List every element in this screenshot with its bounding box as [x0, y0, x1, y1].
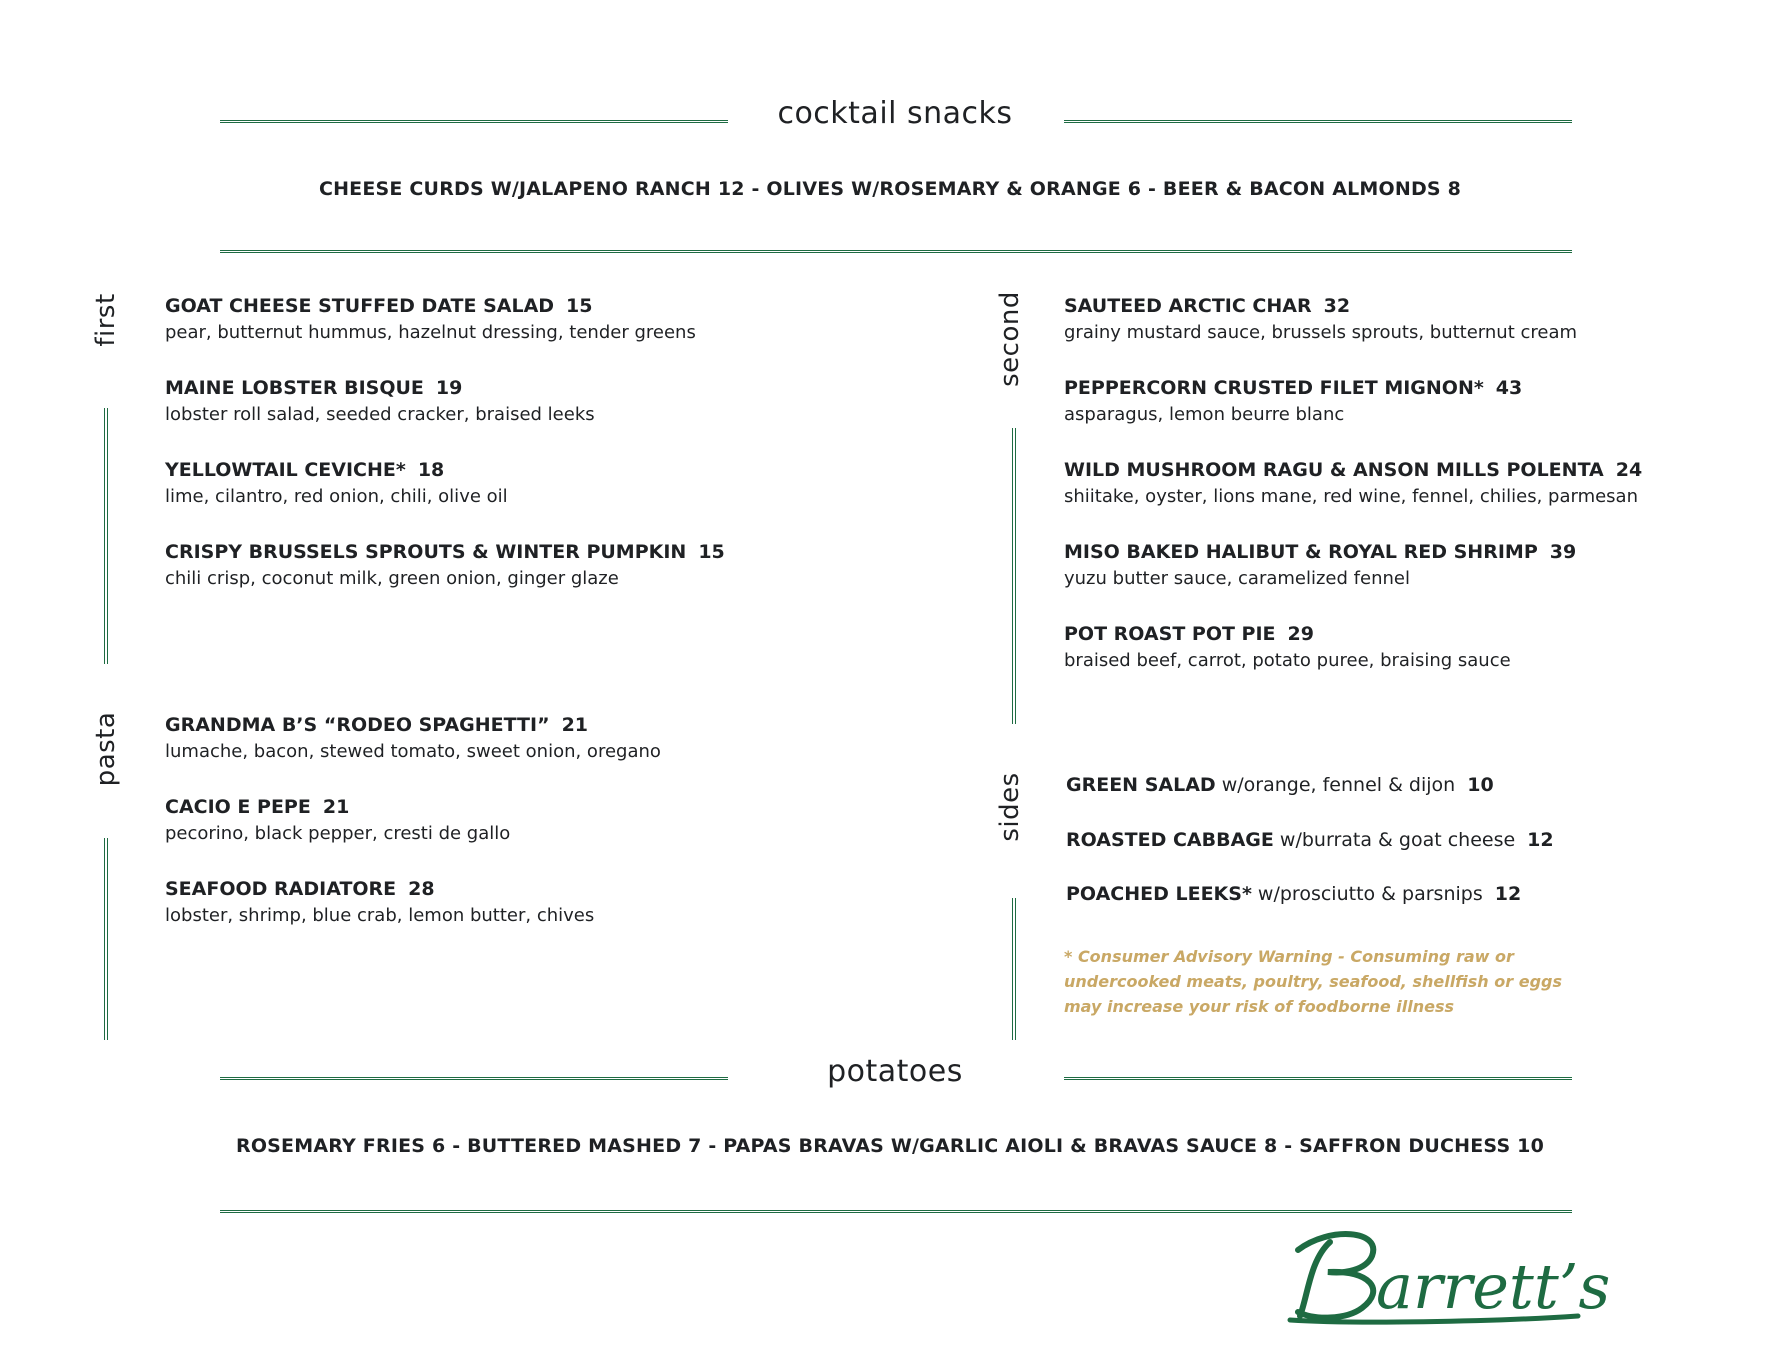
second-menu-item	[1064, 539, 1576, 593]
potatoes-rule-bottom	[220, 1210, 1572, 1213]
item-price: 28	[408, 878, 435, 900]
item-description: pear, butternut hummus, hazelnut dressing, tender greens	[165, 322, 696, 343]
side-item	[1066, 883, 1521, 905]
cocktail-rule-bottom	[220, 250, 1572, 253]
item-title-line	[1064, 457, 1642, 483]
item-title: POT ROAST POT PIE	[1064, 623, 1276, 645]
second-menu-item	[1064, 293, 1577, 347]
pasta-menu-item	[165, 876, 594, 930]
item-description: lumache, bacon, stewed tomato, sweet onion, oregano	[165, 741, 661, 762]
item-title-line	[165, 712, 661, 738]
item-title-line	[165, 539, 725, 565]
side-detail: w/prosciutto & parsnips	[1251, 883, 1483, 905]
side-price: 12	[1527, 829, 1554, 851]
item-title: GRANDMA B’S “RODEO SPAGHETTI”	[165, 714, 550, 736]
item-title-line	[165, 876, 594, 902]
item-title-line	[165, 293, 696, 319]
potatoes-rule-left	[220, 1077, 728, 1080]
side-detail: w/orange, fennel & dijon	[1215, 774, 1456, 796]
barretts-logo	[1290, 1220, 1611, 1334]
item-description: chili crisp, coconut milk, green onion, ginger glaze	[165, 568, 619, 589]
item-title: CRISPY BRUSSELS SPROUTS & WINTER PUMPKIN	[165, 541, 687, 563]
item-description: shiitake, oyster, lions mane, red wine, fennel, chilies, parmesan	[1064, 486, 1638, 507]
pasta-menu-item	[165, 712, 661, 766]
item-price: 39	[1549, 541, 1577, 563]
potatoes-rule-right	[1064, 1077, 1572, 1080]
item-title-line	[1064, 375, 1522, 401]
item-price: 43	[1495, 377, 1523, 399]
item-title: SAUTEED ARCTIC CHAR	[1064, 295, 1312, 317]
barretts-logo-mark	[1290, 1220, 1611, 1330]
item-title: SEAFOOD RADIATORE	[165, 878, 397, 900]
pasta-menu-item	[165, 794, 510, 848]
item-price: 15	[566, 295, 593, 317]
first-vrule	[104, 408, 108, 664]
item-title-line	[165, 375, 595, 401]
second-label: second	[995, 291, 1025, 387]
item-price: 21	[322, 796, 350, 818]
item-title: MAINE LOBSTER BISQUE	[165, 377, 424, 399]
pasta-vrule	[104, 838, 108, 1040]
consumer-advisory: * Consumer Advisory Warning - Consuming raw or undercooked meats, poultry, seafood, shellfish or eggs may increase your risk of foodborne illness	[1064, 947, 1562, 1016]
side-detail: w/burrata & goat cheese	[1273, 829, 1516, 851]
side-item	[1066, 829, 1554, 851]
item-price: 15	[698, 541, 725, 563]
item-description: pecorino, black pepper, cresti de gallo	[165, 823, 511, 844]
first-menu-item	[165, 375, 595, 429]
potatoes-line: ROSEMARY FRIES 6 - BUTTERED MASHED 7 - PAPAS BRAVAS W/GARLIC AIOLI & BRAVAS SAUCE 8 - SAFFRON DUCHESS 10	[235, 1135, 1545, 1157]
item-title: YELLOWTAIL CEVICHE*	[165, 459, 406, 481]
item-description: yuzu butter sauce, caramelized fennel	[1064, 568, 1410, 589]
sides-label: sides	[995, 772, 1025, 842]
second-vrule	[1012, 428, 1016, 724]
second-menu-item	[1064, 375, 1522, 429]
side-name: GREEN SALAD	[1066, 774, 1216, 796]
cocktail-rule-right	[1064, 120, 1572, 123]
side-price: 12	[1494, 883, 1522, 905]
item-title: PEPPERCORN CRUSTED FILET MIGNON*	[1064, 377, 1484, 399]
item-price: 29	[1287, 623, 1314, 645]
cocktail-heading: cocktail snacks	[777, 96, 1013, 131]
item-description: lobster, shrimp, blue crab, lemon butter, chives	[165, 905, 595, 926]
item-title-line	[1064, 293, 1577, 319]
item-price: 19	[435, 377, 463, 399]
item-description: asparagus, lemon beurre blanc	[1064, 404, 1345, 425]
sides-vrule	[1012, 898, 1016, 1040]
item-price: 18	[417, 459, 445, 481]
first-label: first	[91, 293, 121, 347]
item-title-line	[1064, 539, 1576, 565]
cocktail-line: CHEESE CURDS W/JALAPENO RANCH 12 - OLIVES W/ROSEMARY & ORANGE 6 - BEER & BACON ALMONDS 8	[318, 178, 1462, 200]
item-title: MISO BAKED HALIBUT & ROYAL RED SHRIMP	[1064, 541, 1538, 563]
potatoes-heading: potatoes	[827, 1054, 963, 1089]
item-title: WILD MUSHROOM RAGU & ANSON MILLS POLENTA	[1064, 459, 1604, 481]
first-menu-item	[165, 539, 725, 593]
item-price: 32	[1323, 295, 1351, 317]
item-price: 24	[1615, 459, 1643, 481]
side-name: POACHED LEEKS*	[1066, 883, 1252, 905]
item-description: braised beef, carrot, potato puree, braising sauce	[1064, 650, 1511, 671]
item-description: lobster roll salad, seeded cracker, braised leeks	[165, 404, 595, 425]
side-price: 10	[1467, 774, 1494, 796]
item-title-line	[165, 794, 510, 820]
item-description: grainy mustard sauce, brussels sprouts, butternut cream	[1064, 322, 1578, 343]
item-description: lime, cilantro, red onion, chili, olive oil	[165, 486, 508, 507]
item-title: GOAT CHEESE STUFFED DATE SALAD	[165, 295, 555, 317]
item-title: CACIO E PEPE	[165, 796, 311, 818]
second-menu-item	[1064, 621, 1511, 675]
svg-text:arrett’s: arrett’s	[1376, 1250, 1611, 1323]
side-item	[1066, 774, 1494, 796]
first-menu-item	[165, 293, 696, 347]
item-title-line	[165, 457, 508, 483]
first-menu-item	[165, 457, 508, 511]
pasta-label: pasta	[91, 711, 121, 787]
item-title-line	[1064, 621, 1511, 647]
side-name: ROASTED CABBAGE	[1066, 829, 1274, 851]
cocktail-rule-left	[220, 120, 728, 123]
item-price: 21	[561, 714, 589, 736]
second-menu-item	[1064, 457, 1642, 511]
